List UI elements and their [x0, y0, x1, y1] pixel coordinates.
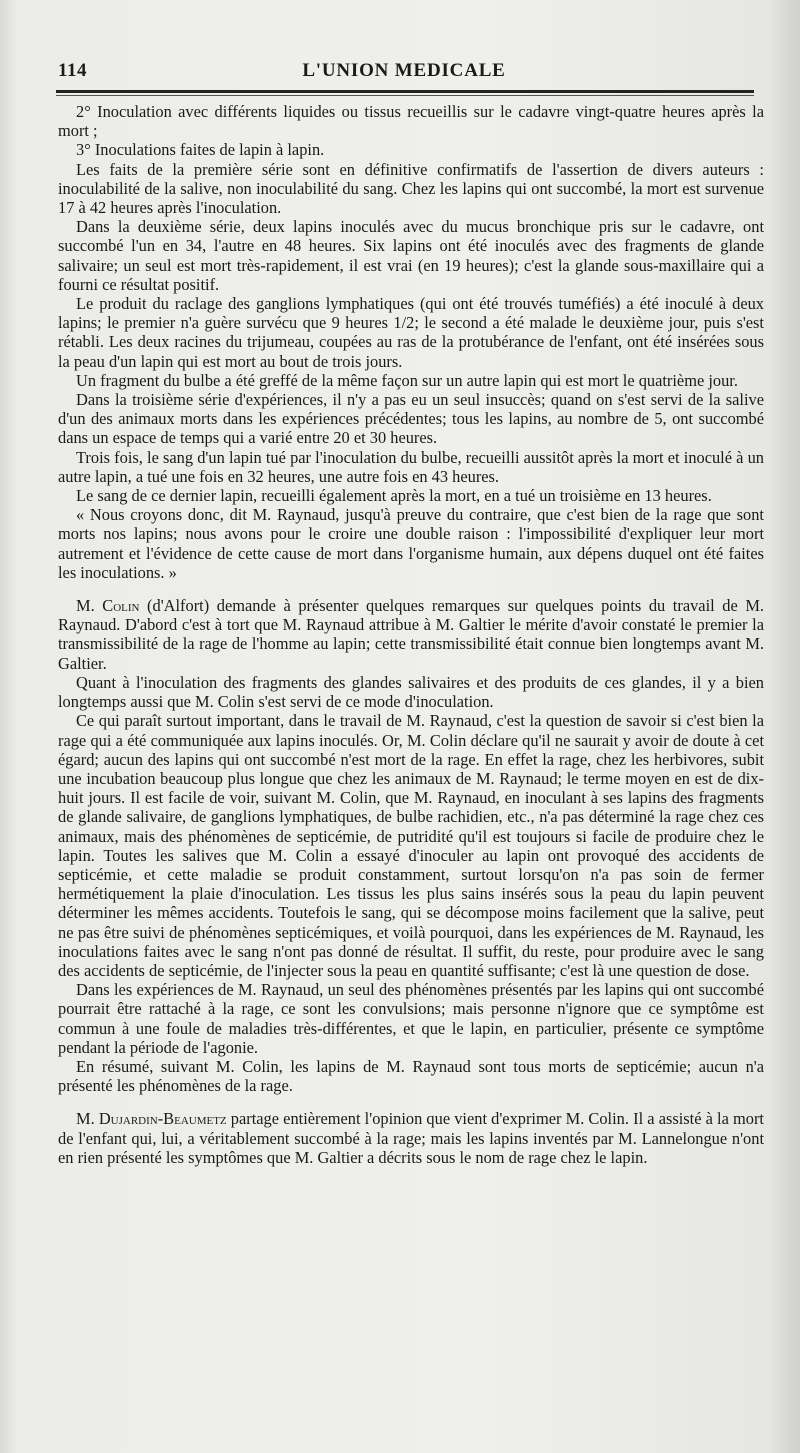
- para-dujardin-beaumetz: [58, 1109, 764, 1167]
- para-text: Dans les expériences de M. Raynaud, un seul des phénomènes présentés par les lapins qui ont succombé pourrait être rattaché à la rage, ce sont les convulsions; mais personne n'ignore que ce symptôme est commun à une foule de maladies très-différentes, et que le lapin, en particulier, présente ce symptôme pendant la période de l'agonie.: [58, 980, 764, 1057]
- speaker-name: M. Dujardin-Beaumetz: [76, 1109, 227, 1129]
- para-text: Les faits de la première série sont en définitive confirmatifs de l'assertion de divers auteurs : inoculabilité de la salive, non inoculabilité du sang. Chez les lapins qui ont succombé, la mort est survenue 17 à 42 heures après l'inoculation.: [58, 159, 764, 218]
- para-citation-raynaud: [58, 505, 764, 582]
- para-convulsions: [58, 980, 764, 1057]
- page-header: [58, 56, 750, 86]
- para-rage-communiquee: [58, 711, 764, 980]
- para-text: 2° Inoculation avec différents liquides ou tissus recueillis sur le cadavre vingt-quatre heures après la mort ;: [58, 102, 764, 141]
- para-text: 3° Inoculations faites de lapin à lapin.: [76, 140, 325, 160]
- speaker-name: M. Colin: [76, 596, 140, 616]
- para-glandes-salivaires: [58, 673, 764, 711]
- para-premiere-serie: [58, 160, 764, 218]
- para-text: Ce qui paraît surtout important, dans le travail de M. Raynaud, c'est la question de savoir si c'est bien la rage qui a été communiquée aux lapins inoculés. Or, M. Colin déclare qu'il ne saurait y avoir de doute à cet égard; aucun des lapins qui ont succombé n'est mort de la rage. En effet la rage, chez les herbivores, subit une incubation beaucoup plus longue que chez les animaux de M. Raynaud; le terme moyen en est de dix-huit jours. Il est facile de voir, suivant M. Colin, que M. Raynaud, en inoculant à ses lapins des fragments de glande salivaire, de ganglions lymphatiques, de bulbe rachidien, etc., n'a pas déterminé la rage chez ces animaux, mais des phénomènes de septicémie, de putridité qu'il est toujours si facile de produire chez le lapin. Toutes les salives que M. Colin a essayé d'inoculer au lapin ont provoqué des accidents de septicémie, et cette maladie se produit constamment, surtout lorsqu'on n'a pas soin de fermer hermétiquement la plaie d'inoculation. Les tissus les plus sains insérés sous la peau du lapin peuvent déterminer les mêmes accidents. Toutefois le sang, qui se décompose moins facilement que la salive, peut ne pas être suivi de phénomènes septicémiques, et voilà pourquoi, dans les expériences de M. Raynaud, les inoculations faites avec le sang n'ont pas donné de résultat. Il suffit, du reste, pour produire avec le sang des accidents de septicémie, de l'injecter sous la peau en quantité suffisante; c'est là une question de dose.: [58, 711, 764, 980]
- para-text: En résumé, suivant M. Colin, les lapins de M. Raynaud sont tous morts de septicémie; aucun n'a présenté les phénomènes de la rage.: [58, 1056, 764, 1096]
- para-text: Dans la deuxième série, deux lapins inoculés avec du mucus bronchique pris sur le cadavre, ont succombé l'un en 34, l'autre en 48 heures. Six lapins ont été inoculés avec des fragments de glande salivaire; un seul est mort très-rapidement, il est vrai (en 19 heures); c'est la glande sous-maxillaire qui a fourni ce résultat positif.: [58, 217, 764, 294]
- para-fragment-bulbe: [58, 371, 764, 390]
- para-text: (d'Alfort) demande à présenter quelques remarques sur quelques points du travail de M. Raynaud. D'abord c'est à tort que M. Raynaud attribue à M. Galtier le mérite d'avoir constaté le premier la transmissibilité de la rage de l'homme au lapin; cette transmissibilité était connue bien longtemps avant M. Galtier.: [58, 596, 764, 673]
- para-inoculation-lapin: [58, 140, 764, 159]
- body-text: [58, 102, 764, 1167]
- para-sang-dernier-lapin: [58, 486, 764, 505]
- header-rule-thin: [56, 95, 754, 96]
- header-rule: [56, 90, 754, 93]
- para-trois-fois: [58, 448, 764, 486]
- para-deuxieme-serie: [58, 217, 764, 294]
- para-text: Dans la troisième série d'expériences, il n'y a pas eu un seul insuccès; quand on s'est servi de la salive d'un des animaux morts dans les expériences précédentes; tous les lapins, au nombre de 5, ont succombé dans un espace de temps qui a varié entre 20 et 30 heures.: [58, 390, 764, 448]
- para-inoculation-liquides: [58, 102, 764, 140]
- para-text: Trois fois, le sang d'un lapin tué par l'inoculation du bulbe, recueilli aussitôt après la mort et inoculé à un autre lapin, a tué une fois en 32 heures, une autre fois en 43 heures.: [58, 447, 764, 486]
- para-text: Un fragment du bulbe a été greffé de la même façon sur un autre lapin qui est mort le quatrième jour.: [76, 370, 738, 390]
- para-text: Le produit du raclage des ganglions lymphatiques (qui ont été trouvés tuméfiés) a été inoculé à deux lapins; le premier n'a guère survécu que 9 heures 1/2; le second a été malade le deuxième jour, puis s'est rétabli. Les deux racines du trijumeau, coupées au ras de la protubérance de l'enfant, ont été insérées sous la peau d'un lapin qui est mort au bout de trois jours.: [58, 294, 764, 371]
- para-text: Le sang de ce dernier lapin, recueilli également après la mort, en a tué un troisième en 13 heures.: [76, 486, 712, 506]
- page-number: 114: [58, 60, 87, 81]
- para-text: Quant à l'inoculation des fragments des glandes salivaires et des produits de ces glandes, il y a bien longtemps aussi que M. Colin s'est servi de ce mode d'inoculation.: [58, 672, 764, 712]
- para-text: partage entièrement l'opinion que vient d'exprimer M. Colin. Il a assisté à la mort de l'enfant qui, lui, a véritablement succombé à la rage; mais les lapins inventés par M. Lannelongue n'ont en rien présenté les symptômes que M. Galtier a décrits sous le nom de rage chez le lapin.: [58, 1109, 764, 1167]
- para-raclage-ganglions: [58, 294, 764, 371]
- para-text: « Nous croyons donc, dit M. Raynaud, jusqu'à preuve du contraire, que c'est bien de la rage que sont morts nos lapins; nous avons pour le croire une double raison : l'impossibilité d'expliquer leur mort autrement et l'évidence de cette cause de mort dans l'organisme humain, aux dépens duquel ont été faites les inoculations. »: [58, 505, 764, 582]
- para-troisieme-serie: [58, 390, 764, 448]
- running-head: L'UNION MEDICALE: [302, 60, 506, 81]
- para-colin-remarques: [58, 596, 764, 673]
- para-en-resume: [58, 1057, 764, 1095]
